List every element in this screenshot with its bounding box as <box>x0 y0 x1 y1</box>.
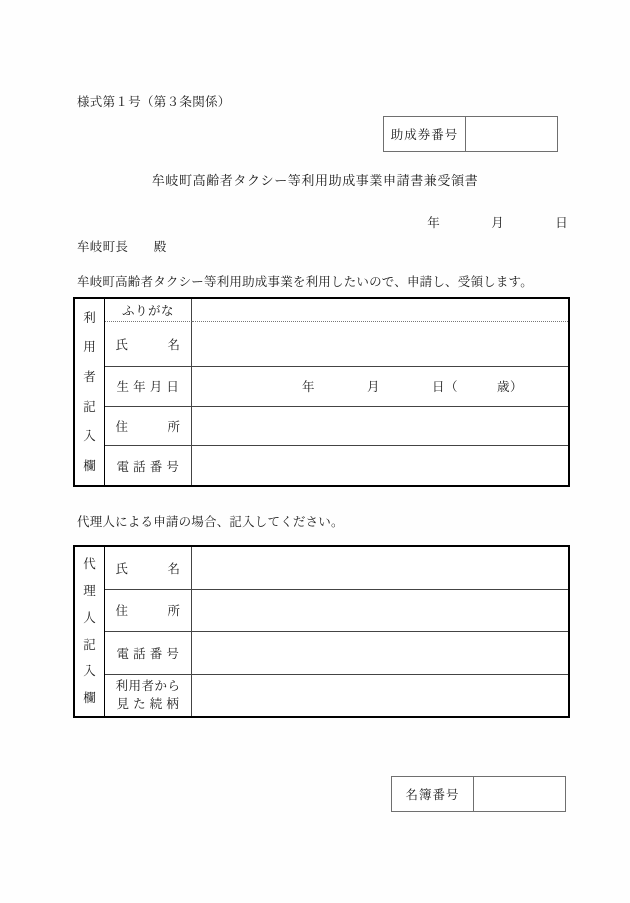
table-row <box>105 632 568 675</box>
agent-table <box>73 545 570 718</box>
agent-phone-label: 電 話 番 号 <box>105 632 192 674</box>
applicant-section-label <box>75 299 105 485</box>
applicant-table <box>73 297 570 487</box>
agent-section-label <box>75 547 105 716</box>
table-row <box>105 367 568 407</box>
agent-relationship-label <box>105 675 192 717</box>
application-statement: 牟岐町高齢者タクシー等利用助成事業を利用したいので、申請し、受領します。 <box>77 275 533 289</box>
agent-phone-field[interactable] <box>192 632 568 674</box>
date-line: 年 月 日 <box>427 216 568 230</box>
furigana-field[interactable] <box>192 299 568 322</box>
agent-name-field[interactable] <box>192 547 568 589</box>
applicant-address-label: 住 所 <box>105 407 192 446</box>
table-row <box>105 547 568 590</box>
applicant-name-label: 氏 名 <box>105 322 192 366</box>
page-title: 牟岐町高齢者タクシー等利用助成事業申請書兼受領書 <box>151 173 479 188</box>
addressee: 牟岐町長 殿 <box>77 240 167 254</box>
birthdate-label: 生 年 月 日 <box>105 367 192 406</box>
side-label-char: 代 <box>83 557 96 572</box>
agent-address-label: 住 所 <box>105 590 192 632</box>
side-label-char: 入 <box>83 429 96 444</box>
agent-address-field[interactable] <box>192 590 568 632</box>
roster-number-box <box>391 776 566 812</box>
side-label-char: 入 <box>83 664 96 679</box>
applicant-name-field[interactable] <box>192 322 568 366</box>
side-label-char: 記 <box>83 637 96 652</box>
birthdate-field[interactable]: 年 月 日（ 歳） <box>302 380 524 395</box>
side-label-char: 用 <box>83 340 96 355</box>
side-label-char: 人 <box>83 610 96 625</box>
voucher-number-field[interactable] <box>466 117 557 151</box>
table-row <box>105 407 568 447</box>
side-label-char: 欄 <box>83 691 96 706</box>
side-label-char: 利 <box>83 310 96 325</box>
applicant-address-field[interactable] <box>192 407 568 446</box>
agent-name-label: 氏 名 <box>105 547 192 589</box>
furigana-label: ふりがな <box>105 299 192 322</box>
agent-note: 代理人による申請の場合、記入してください。 <box>77 515 344 529</box>
roster-number-label: 名簿番号 <box>392 777 474 811</box>
side-label-char: 欄 <box>83 458 96 473</box>
form-number: 様式第１号（第３条関係） <box>77 95 231 109</box>
agent-relationship-field[interactable] <box>192 675 568 717</box>
table-row <box>105 299 568 367</box>
table-row <box>105 446 568 485</box>
agent-relationship-label-line2: 見 た 続 柄 <box>116 697 180 712</box>
side-label-char: 記 <box>83 399 96 414</box>
side-label-char: 理 <box>83 583 96 598</box>
voucher-number-label: 助成券番号 <box>384 117 466 151</box>
side-label-char: 者 <box>83 369 96 384</box>
table-row <box>105 590 568 633</box>
voucher-number-box <box>383 116 558 152</box>
agent-relationship-label-line1: 利用者から <box>115 679 181 694</box>
applicant-phone-label: 電 話 番 号 <box>105 446 192 485</box>
roster-number-field[interactable] <box>474 777 565 811</box>
applicant-phone-field[interactable] <box>192 446 568 485</box>
table-row <box>105 675 568 717</box>
